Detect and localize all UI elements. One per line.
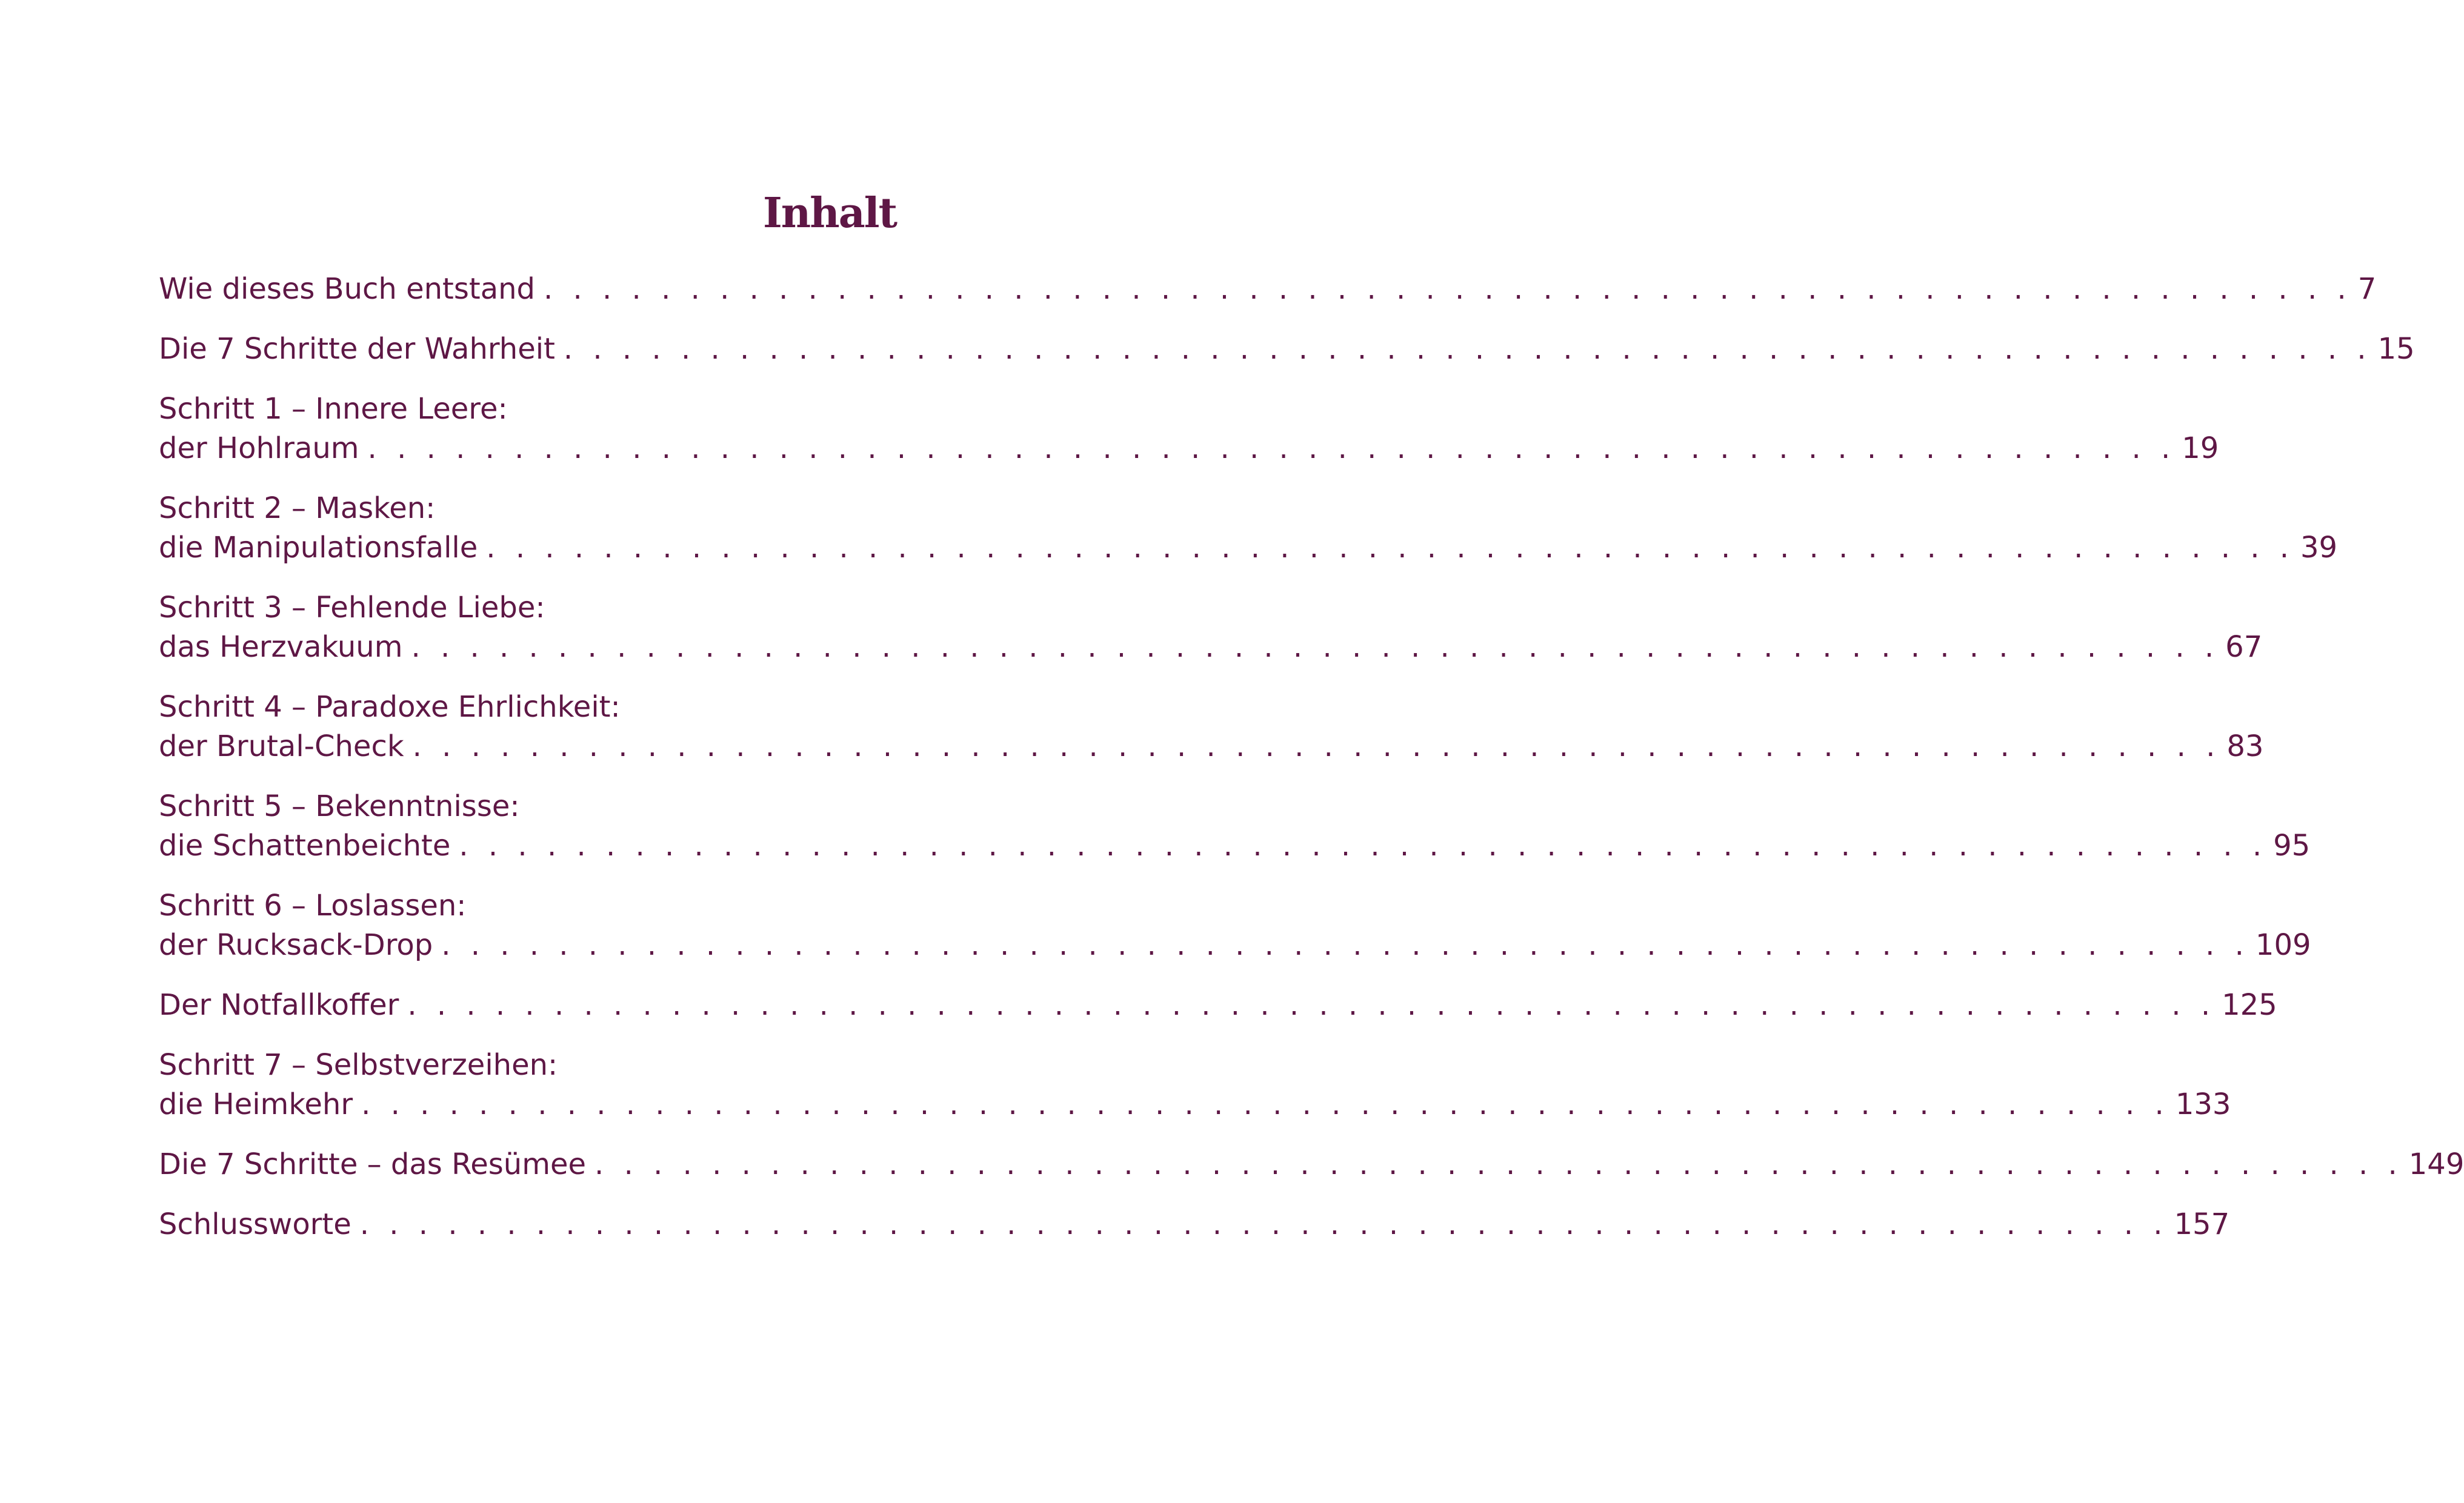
toc-entry	[159, 787, 2311, 866]
toc-entry	[159, 688, 2264, 766]
toc-entry-row	[159, 1085, 2231, 1124]
toc-entry-label: Wie dieses Buch entstand	[159, 272, 535, 306]
toc-entry-heading: Schritt 2 – Masken:	[159, 491, 436, 525]
toc-entry	[159, 489, 2338, 568]
toc-entry	[159, 1145, 2464, 1184]
toc-entry-heading: Schritt 7 – Selbstverzeihen:	[159, 1048, 558, 1082]
toc-entry-row	[159, 826, 2311, 866]
dot-leader: . . . . . . . . . . . . . . . . . . . . . . . . . . . . . . . . . . . . . . . . . . . . . . . . . . . . . . . . . . . . . .	[359, 1207, 2168, 1241]
table-of-contents	[159, 270, 2464, 1265]
dot-leader: . . . . . . . . . . . . . . . . . . . . . . . . . . . . . . . . . . . . . . . . . . . . . . . . . . . . . . . . . . . . . .	[563, 332, 2372, 366]
toc-entry	[159, 986, 2277, 1025]
toc-page-number: 95	[2273, 829, 2311, 863]
toc-page-number: 149	[2408, 1147, 2464, 1181]
toc-entry-label: der Hohlraum	[159, 431, 359, 465]
toc-entry-label: Die 7 Schritte der Wahrheit	[159, 332, 555, 366]
toc-page-number: 83	[2226, 729, 2264, 763]
toc-entry-label: Die 7 Schritte – das Resümee	[159, 1147, 587, 1181]
dot-leader: . . . . . . . . . . . . . . . . . . . . . . . . . . . . . . . . . . . . . . . . . . . . . . . . . . . . . . . . . . . . . .	[367, 431, 2176, 465]
toc-entry-label: die Manipulationsfalle	[159, 531, 478, 565]
toc-page-number: 39	[2300, 531, 2338, 565]
toc-page-number: 133	[2175, 1087, 2231, 1121]
toc-page-number: 109	[2255, 928, 2311, 962]
toc-entry	[159, 886, 2311, 965]
dot-leader: . . . . . . . . . . . . . . . . . . . . . . . . . . . . . . . . . . . . . . . . . . . . . . . . . . . . . . . . . . . . . .	[544, 272, 2352, 306]
toc-page-number: 19	[2182, 431, 2219, 465]
toc-entry-row	[159, 727, 2264, 766]
toc-entry-row	[159, 429, 2219, 468]
toc-entry-label: Schlussworte	[159, 1207, 351, 1241]
toc-entry-heading: Schritt 1 – Innere Leere:	[159, 392, 508, 426]
toc-page-number: 7	[2357, 272, 2377, 306]
toc-entry	[159, 1205, 2230, 1244]
dot-leader: . . . . . . . . . . . . . . . . . . . . . . . . . . . . . . . . . . . . . . . . . . . . . . . . . . . . . . . . . . . . . .	[412, 729, 2221, 763]
toc-entry-heading: Schritt 4 – Paradoxe Ehrlichkeit:	[159, 690, 621, 724]
toc-entry	[159, 330, 2415, 369]
dot-leader: . . . . . . . . . . . . . . . . . . . . . . . . . . . . . . . . . . . . . . . . . . . . . . . . . . . . . . . . . . . . . .	[407, 988, 2216, 1022]
toc-entry	[159, 270, 2377, 309]
toc-entry-row	[159, 330, 2415, 369]
toc-entry-row	[159, 270, 2377, 309]
dot-leader: . . . . . . . . . . . . . . . . . . . . . . . . . . . . . . . . . . . . . . . . . . . . . . . . . . . . . . . . . . . . . .	[594, 1147, 2403, 1181]
toc-entry-heading: Schritt 3 – Fehlende Liebe:	[159, 591, 545, 625]
toc-entry-row	[159, 986, 2277, 1025]
toc-entry-label: Der Notfallkoffer	[159, 988, 399, 1022]
toc-page-number: 67	[2225, 630, 2263, 664]
toc-entry-label: die Heimkehr	[159, 1087, 353, 1121]
toc-entry-row	[159, 628, 2263, 667]
toc-entry	[159, 1046, 2231, 1124]
dot-leader: . . . . . . . . . . . . . . . . . . . . . . . . . . . . . . . . . . . . . . . . . . . . . . . . . . . . . . . . . . . . . .	[441, 928, 2249, 962]
dot-leader: . . . . . . . . . . . . . . . . . . . . . . . . . . . . . . . . . . . . . . . . . . . . . . . . . . . . . . . . . . . . . .	[411, 630, 2220, 664]
toc-page-number: 15	[2377, 332, 2415, 366]
dot-leader: . . . . . . . . . . . . . . . . . . . . . . . . . . . . . . . . . . . . . . . . . . . . . . . . . . . . . . . . . . . . . .	[486, 531, 2295, 565]
toc-page-number: 125	[2222, 988, 2277, 1022]
toc-entry-label: der Rucksack-Drop	[159, 928, 433, 962]
toc-entry	[159, 588, 2263, 667]
toc-entry-label: die Schattenbeichte	[159, 829, 451, 863]
page-title: Inhalt	[763, 189, 896, 237]
dot-leader: . . . . . . . . . . . . . . . . . . . . . . . . . . . . . . . . . . . . . . . . . . . . . . . . . . . . . . . . . . . . . .	[459, 829, 2268, 863]
dot-leader: . . . . . . . . . . . . . . . . . . . . . . . . . . . . . . . . . . . . . . . . . . . . . . . . . . . . . . . . . . . . . .	[361, 1087, 2169, 1121]
toc-entry-row	[159, 528, 2338, 568]
toc-entry-row	[159, 926, 2311, 965]
toc-entry-label: der Brutal-Check	[159, 729, 404, 763]
toc-entry	[159, 390, 2219, 468]
toc-entry-heading: Schritt 6 – Loslassen:	[159, 889, 467, 923]
toc-page-number: 157	[2174, 1207, 2230, 1241]
toc-entry-label: das Herzvakuum	[159, 630, 403, 664]
toc-entry-row	[159, 1205, 2230, 1244]
toc-entry-row	[159, 1145, 2464, 1184]
toc-entry-heading: Schritt 5 – Bekenntnisse:	[159, 789, 520, 823]
